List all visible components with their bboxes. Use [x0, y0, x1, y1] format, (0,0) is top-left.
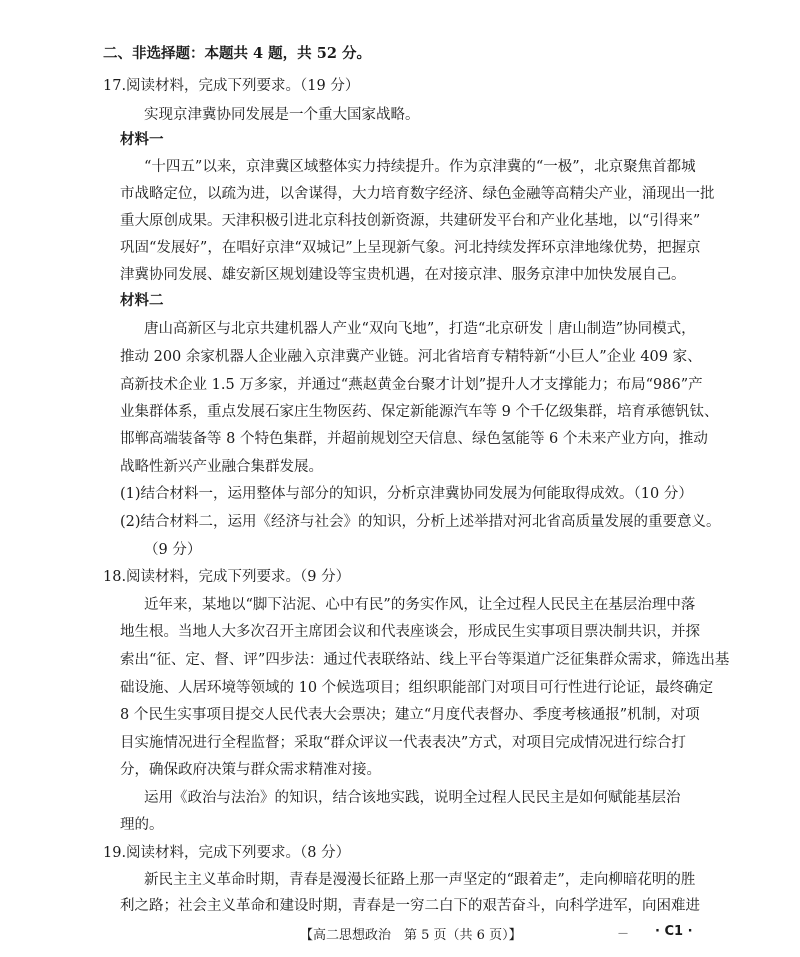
material2-line: 唐山高新区与北京共建机器人产业“双向飞地”，打造“北京研发｜唐山制造”协同模式， [144, 321, 696, 337]
q19-prompt: 19.阅读材料，完成下列要求。（8 分） [103, 845, 351, 861]
footer-dash: — [618, 928, 628, 939]
q19-line: 利之路；社会主义革命和建设时期，青春是一穷二白下的艰苦奋斗，向科学进军，向困难进 [120, 898, 700, 914]
material2-title: 材料二 [120, 292, 164, 309]
material1-title: 材料一 [120, 131, 164, 148]
q18-line: 地生根。当地人大多次召开主席团会议和代表座谈会，形成民生实事项目票决制共识，并探 [120, 624, 700, 640]
q18-line: 8 个民生实事项目提交人民代表大会票决；建立“月度代表督办、季度考核通报”机制，对项 [120, 707, 700, 723]
section-heading: 二、非选择题：本题共 4 题，共 52 分。 [103, 45, 371, 62]
material1-line: 市战略定位，以疏为进，以舍谋得，大力培育数字经济、绿色金融等高精尖产业，涌现出一批 [120, 186, 715, 202]
material1-line: “十四五”以来，京津冀区域整体实力持续提升。作为京津冀的“一极”，北京聚焦首都城 [144, 159, 696, 175]
q18-prompt: 18.阅读材料，完成下列要求。（9 分） [103, 569, 351, 585]
q17-prompt: 17.阅读材料，完成下列要求。（19 分） [103, 78, 360, 94]
material1-line: 巩固“发展好”，在唱好京津“双城记”上呈现新气象。河北持续发挥环京津地缘优势，把握京 [120, 240, 701, 256]
material2-line: 高新技术企业 1.5 万多家，并通过“燕赵黄金台聚才计划”提升人才支撑能力；布局“986”产 [120, 377, 703, 393]
material2-line: 邯郸高端装备等 8 个特色集群，并超前规划空天信息、绿色氢能等 6 个未来产业方向，推动 [120, 431, 708, 447]
q18-task-line: 理的。 [120, 817, 164, 833]
q18-task-line: 运用《政治与法治》的知识，结合该地实践，说明全过程人民民主是如何赋能基层治 [144, 790, 681, 806]
q18-line: 索出“征、定、督、评”四步法：通过代表联络站、线上平台等渠道广泛征集群众需求，筛选出基 [120, 652, 730, 668]
material1-line: 重大原创成果。天津积极引进北京科技创新资源，共建研发平台和产业化基地，以“引得来” [120, 213, 701, 229]
q17-intro: 实现京津冀协同发展是一个重大国家战略。 [144, 107, 420, 123]
q17-sub2-score: （9 分） [144, 542, 202, 558]
material2-line: 推动 200 余家机器人企业融入京津冀产业链。河北省培育专精特新“小巨人”企业 409 家、 [120, 349, 702, 365]
material1-line: 津冀协同发展、雄安新区规划建设等宝贵机遇，在对接京津、服务京津中加快发展自己。 [120, 267, 686, 283]
material2-line: 业集群体系，重点发展石家庄生物医药、保定新能源汽车等 9 个千亿级集群，培育承德钒钛、 [120, 404, 719, 420]
q18-line: 近年来，某地以“脚下沾泥、心中有民”的务实作风，让全过程人民民主在基层治理中落 [144, 597, 696, 613]
q18-line: 目实施情况进行全程监督；采取“群众评议一代表表决”方式，对项目完成情况进行综合打 [120, 735, 686, 751]
q17-sub2: (2)结合材料二，运用《经济与社会》的知识，分析上述举措对河北省高质量发展的重要意义。 [120, 514, 721, 530]
page-footer: 【高二思想政治 第 5 页（共 6 页）】 [300, 928, 522, 943]
q18-line: 分，确保政府决策与群众需求精准对接。 [120, 762, 381, 778]
material2-line: 战略性新兴产业融合集群发展。 [120, 459, 323, 475]
q17-sub1: (1)结合材料一，运用整体与部分的知识，分析京津冀协同发展为何能取得成效。（10 分） [120, 486, 693, 502]
page-mark: · C1 · [655, 924, 693, 939]
q18-line: 础设施、人居环境等领域的 10 个候选项目；组织职能部门对项目可行性进行论证，最终确定 [120, 680, 714, 696]
q19-line: 新民主主义革命时期，青春是漫漫长征路上那一声坚定的“跟着走”，走向柳暗花明的胜 [144, 872, 696, 888]
